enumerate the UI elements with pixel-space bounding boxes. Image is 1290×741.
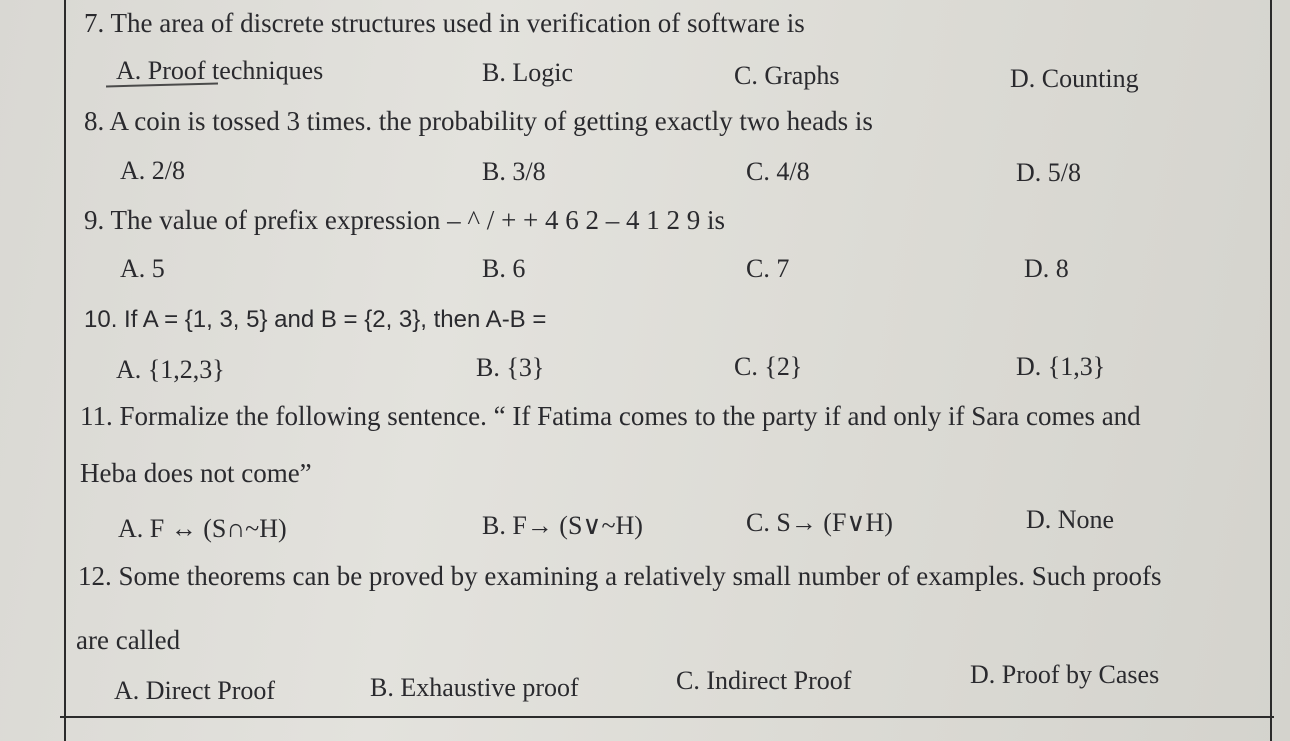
question-7-option-d: D. Counting bbox=[1010, 64, 1139, 93]
question-12-stem-line-2: are called bbox=[76, 625, 181, 655]
question-10-option-c: C. {2} bbox=[734, 352, 803, 381]
question-7-stem: 7. The area of discrete structures used in verification of software is bbox=[84, 8, 805, 38]
question-11-option-a: A. F ↔ (S∩~H) bbox=[118, 514, 287, 543]
question-8-option-b: B. 3/8 bbox=[482, 157, 546, 186]
question-10-option-d: D. {1,3} bbox=[1016, 352, 1106, 381]
question-11-stem-line-1: 11. Formalize the following sentence. “ If Fatima comes to the party if and only if Sara comes and bbox=[80, 401, 1141, 431]
question-12-option-d: D. Proof by Cases bbox=[970, 660, 1160, 689]
question-12-stem-line-1: 12. Some theorems can be proved by examining a relatively small number of examples. Such proofs bbox=[78, 561, 1162, 591]
page-border-left bbox=[64, 0, 66, 741]
question-12-option-a: A. Direct Proof bbox=[114, 676, 276, 705]
question-11-stem-line-2: Heba does not come” bbox=[80, 458, 312, 488]
question-9-option-a: A. 5 bbox=[120, 254, 165, 283]
question-12-option-c: C. Indirect Proof bbox=[676, 666, 852, 695]
question-11-option-d: D. None bbox=[1026, 505, 1115, 534]
question-9-option-b: B. 6 bbox=[482, 254, 526, 283]
question-8-option-a: A. 2/8 bbox=[120, 156, 185, 185]
question-10-stem: 10. If A = {1, 3, 5} and B = {2, 3}, then A-B = bbox=[84, 306, 547, 333]
question-11-option-b: B. F→ (S∨~H) bbox=[482, 511, 643, 540]
question-10-option-a: A. {1,2,3} bbox=[116, 355, 225, 384]
question-7-option-c: C. Graphs bbox=[734, 61, 840, 90]
question-10-option-b: B. {3} bbox=[476, 353, 545, 382]
question-7-option-a: A. Proof techniques bbox=[116, 56, 324, 85]
question-8-stem: 8. A coin is tossed 3 times. the probability of getting exactly two heads is bbox=[84, 106, 873, 136]
question-9-option-c: C. 7 bbox=[746, 254, 790, 283]
page-border-right bbox=[1270, 0, 1272, 741]
question-8-option-d: D. 5/8 bbox=[1016, 158, 1081, 187]
question-8-option-c: C. 4/8 bbox=[746, 157, 810, 186]
question-12-option-b: B. Exhaustive proof bbox=[370, 673, 579, 702]
question-9-stem: 9. The value of prefix expression – ^ / + + 4 6 2 – 4 1 2 9 is bbox=[84, 205, 726, 235]
question-9-option-d: D. 8 bbox=[1024, 254, 1069, 283]
question-7-option-b: B. Logic bbox=[482, 58, 573, 87]
page-border-bottom bbox=[60, 716, 1274, 718]
question-11-option-c: C. S→ (F∨H) bbox=[746, 508, 893, 537]
